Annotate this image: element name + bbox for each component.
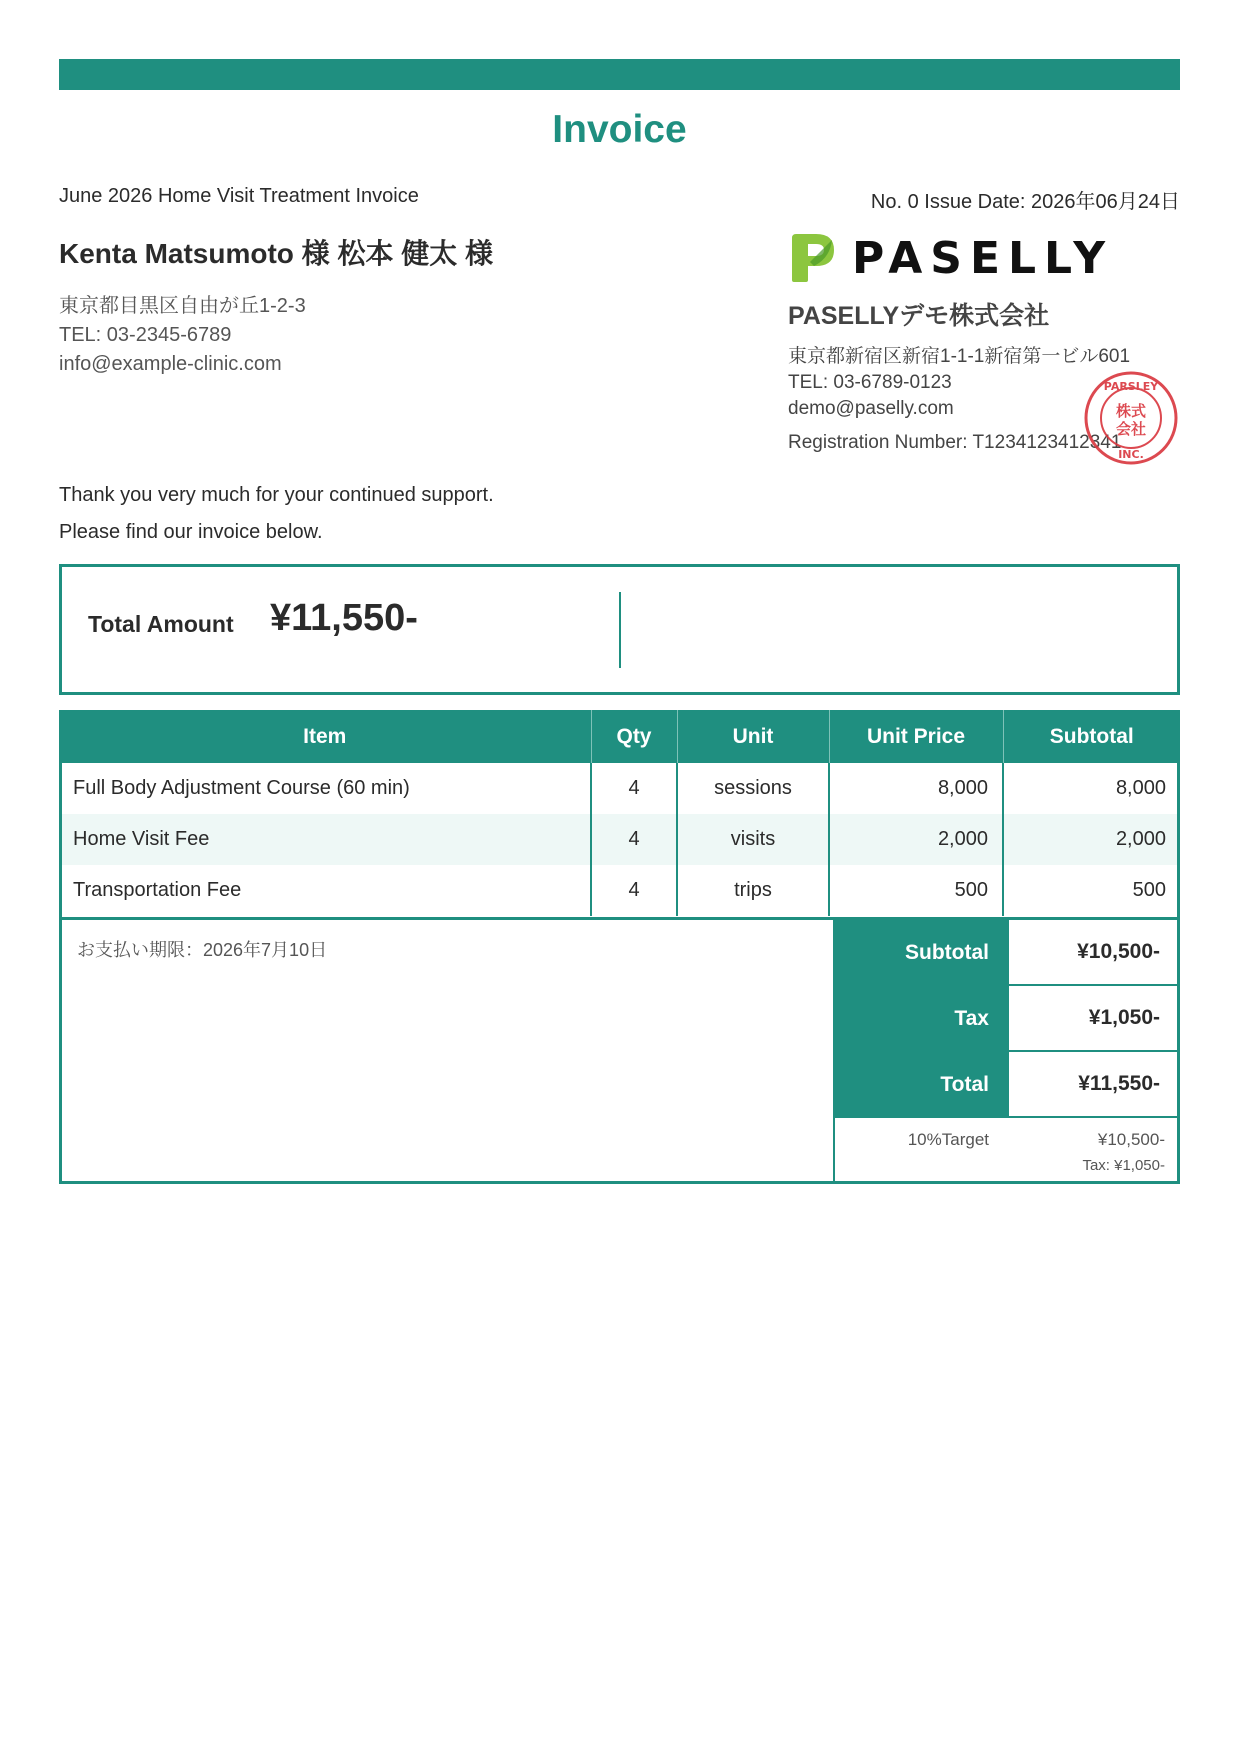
- item-unit-price: 500: [829, 865, 1003, 916]
- item-qty: 4: [591, 865, 677, 916]
- greeting: [59, 477, 494, 551]
- customer-info: [59, 292, 306, 379]
- svg-text:PARSLEY: PARSLEY: [1103, 380, 1159, 393]
- customer-email: info@example-clinic.com: [59, 353, 282, 375]
- tax-target-breakdown: [835, 1118, 1180, 1184]
- column-header-item: Item: [59, 710, 591, 763]
- customer-name: Kenta Matsumoto 様 松本 健太 様: [59, 238, 494, 269]
- table-row: [59, 763, 1180, 814]
- invoice-subject: June 2026 Home Visit Treatment Invoice: [59, 185, 419, 207]
- issue-meta: [871, 185, 1180, 214]
- item-unit: sessions: [677, 763, 829, 814]
- issuer-company-name: PASELLYデモ株式会社: [788, 302, 1050, 330]
- logo-wordmark: PASELLY: [852, 232, 1114, 284]
- item-subtotal: 500: [1132, 879, 1166, 901]
- table-header-row: [59, 710, 1180, 763]
- item-name: Transportation Fee: [59, 865, 591, 916]
- total-amount-box: [59, 564, 1180, 695]
- greeting-line-1: Thank you very much for your continued support.: [59, 484, 494, 506]
- leaf-p-logo-icon: [788, 232, 838, 284]
- issuer-email: demo@paselly.com: [788, 398, 954, 419]
- header-accent-bar: [59, 59, 1180, 90]
- item-unit: visits: [677, 814, 829, 865]
- total-amount-label: Total Amount: [88, 611, 234, 637]
- table-row: [59, 814, 1180, 865]
- tax-target-label: 10%Target: [907, 1130, 989, 1149]
- column-header-unit: Unit: [677, 710, 829, 763]
- summary-subtotal-row: [835, 920, 1180, 986]
- item-qty: 4: [591, 763, 677, 814]
- total-amount-value: ¥11,550-: [270, 597, 418, 639]
- item-name: Home Visit Fee: [59, 814, 591, 865]
- summary-total-label: Total: [835, 1052, 1009, 1118]
- summary-subtotal-value: ¥10,500-: [1009, 920, 1180, 986]
- summary-total-value: ¥11,550-: [1009, 1052, 1180, 1118]
- item-name: Full Body Adjustment Course (60 min): [59, 763, 591, 814]
- issuer-address: 東京都新宿区新宿1-1-1新宿第一ビル601: [788, 346, 1131, 367]
- svg-text:会社: 会社: [1115, 420, 1147, 438]
- item-unit-price: 2,000: [829, 814, 1003, 865]
- summary-tax-label: Tax: [835, 986, 1009, 1052]
- line-items-table: [59, 710, 1180, 916]
- issuer-tel: TEL: 03-6789-0123: [788, 372, 952, 393]
- summary-tax-row: [835, 986, 1180, 1052]
- customer-tel: TEL: 03-2345-6789: [59, 324, 232, 346]
- summary-section: [59, 918, 1180, 1184]
- table-row: [59, 865, 1180, 916]
- item-unit: trips: [677, 865, 829, 916]
- issuer-info: [788, 344, 1130, 422]
- issuer-registration: Registration Number: T1234123412341: [788, 432, 1122, 453]
- company-seal-icon: [1083, 370, 1179, 466]
- tax-target-amount: ¥10,500-: [1097, 1130, 1165, 1149]
- summary-tax-value: ¥1,050-: [1009, 986, 1180, 1052]
- issue-date: Issue Date: 2026年06月24日: [924, 191, 1180, 213]
- summary-subtotal-label: Subtotal: [835, 920, 1009, 986]
- svg-text:INC.: INC.: [1118, 448, 1144, 461]
- item-subtotal: 8,000: [1115, 777, 1166, 799]
- summary-total-row: [835, 1052, 1180, 1118]
- item-qty: 4: [591, 814, 677, 865]
- column-header-unit-price: Unit Price: [829, 710, 1003, 763]
- invoice-number: No. 0: [870, 191, 919, 213]
- item-unit-price: 8,000: [829, 763, 1003, 814]
- company-logo: [788, 230, 1113, 286]
- payment-due-note: お支払い期限：2026年7月10日: [77, 940, 328, 960]
- page-title: Invoice: [552, 108, 687, 151]
- svg-text:株式: 株式: [1115, 402, 1147, 420]
- total-box-divider: [619, 592, 621, 668]
- column-header-qty: Qty: [591, 710, 677, 763]
- item-subtotal: 2,000: [1003, 814, 1180, 865]
- column-header-subtotal: Subtotal: [1003, 710, 1180, 763]
- customer-address: 東京都目黒区自由が丘1-2-3: [59, 295, 306, 317]
- greeting-line-2: Please find our invoice below.: [59, 521, 323, 543]
- tax-target-tax: Tax: ¥1,050-: [1082, 1157, 1165, 1174]
